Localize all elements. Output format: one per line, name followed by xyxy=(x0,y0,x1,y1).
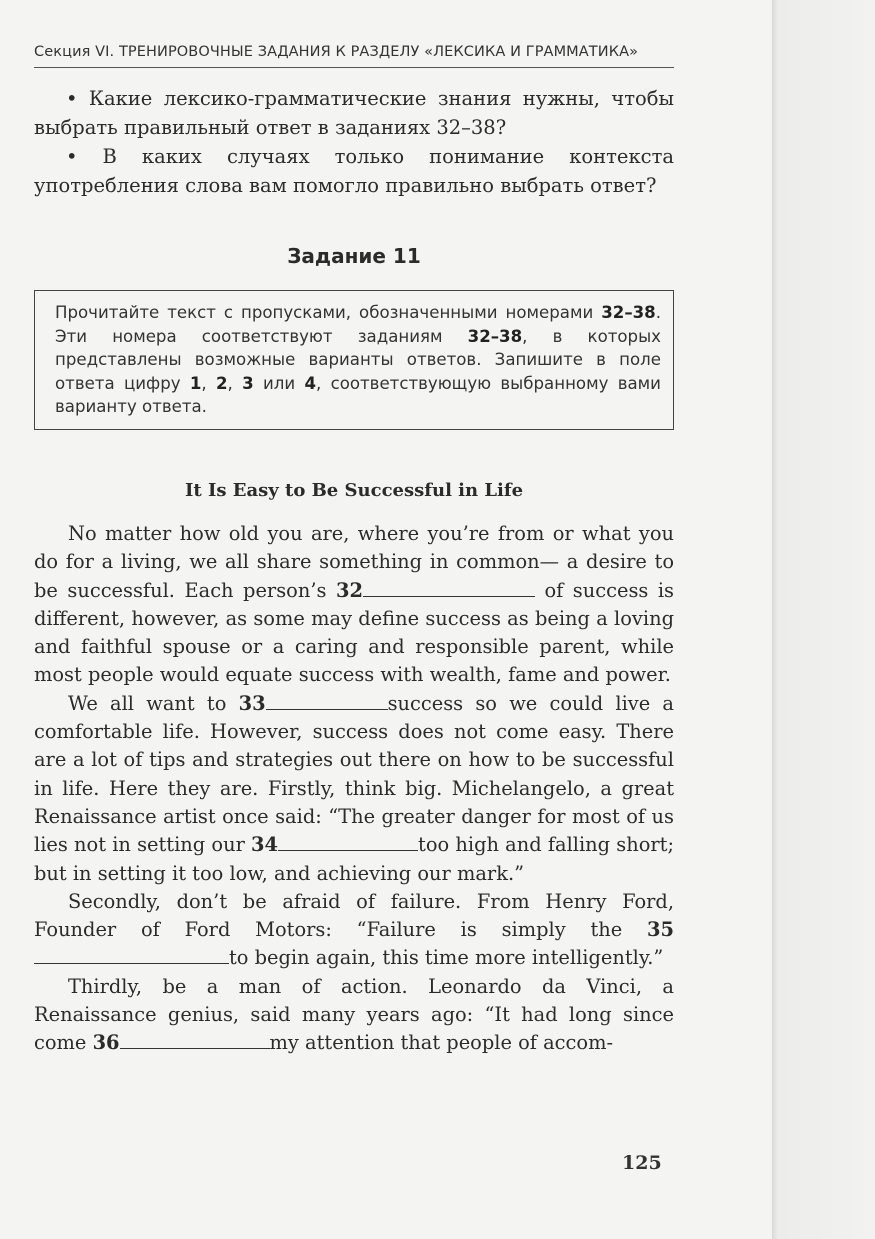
separator: или xyxy=(253,373,305,393)
answer-gap[interactable] xyxy=(34,945,229,964)
gap-number: 36 xyxy=(92,1031,120,1055)
task-range: 32–38 xyxy=(601,303,656,322)
paragraph xyxy=(34,973,674,1058)
paragraph-text: of success is different, however, as some may define success as being a loving and faithful spouse or a caring and responsible parent, while most people would equate success with wealth, fame and power. xyxy=(34,578,675,687)
running-header: Секция VI. ТРЕНИРОВОЧНЫЕ ЗАДАНИЯ К РАЗДЕЛУ «ЛЕКСИКА И ГРАММАТИКА» xyxy=(34,44,639,60)
paragraph-text: success so we could live a comfortable life. However, success does not come easy. There are a lot of tips and strategies out there on how to be successful in life. Here they are. Firstly, think big. Michelangelo, a great Renaissance artist once said: “The greater danger for most of us lies not in setting our xyxy=(34,691,674,857)
gap-number: 35 xyxy=(647,918,674,942)
paragraph xyxy=(34,888,674,973)
instruction-text: Прочитайте текст с пропусками, обозначенными номерами xyxy=(55,303,602,322)
instruction-box xyxy=(34,290,674,430)
answer-digit: 2 xyxy=(216,373,228,393)
question-item: • Какие лексико-грамматические знания нужны, чтобы выбрать правильный ответ в заданиях 32–38? xyxy=(34,87,674,139)
paragraph-text: Thirdly, be a man of action. Leonardo da Vinci, a Renaissance genius, said many years ago: “It had long since come xyxy=(34,974,674,1055)
article-body xyxy=(34,520,674,1058)
instruction-text: , соответствующую выбранному вами варианту ответа. xyxy=(55,373,661,416)
paragraph-text: We all want to xyxy=(68,691,239,715)
answer-gap[interactable] xyxy=(278,832,418,851)
page-number: 125 xyxy=(622,1152,662,1174)
answer-gap[interactable] xyxy=(266,691,388,710)
paragraph xyxy=(34,520,674,690)
question-item: • В каких случаях только понимание контекста употребления слова вам помогло правильно выбрать ответ? xyxy=(34,145,674,197)
paragraph-text: No matter how old you are, where you’re from or what you do for a living, we all share something in common— a desire to be successful. Each person’s xyxy=(34,522,674,602)
paragraph-text: Secondly, don’t be afraid of failure. From Henry Ford, Founder of Ford Motors: “Failure is simply the xyxy=(34,889,674,942)
paragraph-text: my attention that people of accom- xyxy=(269,1031,614,1055)
page-edge xyxy=(772,0,875,1239)
gap-number: 33 xyxy=(238,691,266,715)
answer-digit: 1 xyxy=(189,373,202,393)
article-title: It Is Easy to Be Successful in Life xyxy=(184,480,524,501)
answer-gap[interactable] xyxy=(363,578,535,597)
separator: , xyxy=(227,373,243,393)
gap-number: 32 xyxy=(335,578,363,602)
task-title: Задание 11 xyxy=(287,244,421,268)
paragraph xyxy=(34,690,674,888)
task-range: 32–38 xyxy=(467,326,523,346)
answer-gap[interactable] xyxy=(120,1030,270,1049)
instruction-text: . Эти номера соответствуют заданиям xyxy=(55,303,661,346)
header-rule xyxy=(34,67,674,68)
paragraph-text: too high and falling short; but in setting it too low, and achieving our mark.” xyxy=(34,833,674,885)
answer-digit: 3 xyxy=(242,373,254,393)
instruction-text: , в которых представлены возможные варианты ответов. Запишите в поле ответа цифру xyxy=(55,326,661,393)
paragraph-text: to begin again, this time more intelligently.” xyxy=(229,946,664,970)
review-questions xyxy=(34,84,674,200)
gap-number: 34 xyxy=(251,833,279,857)
separator: , xyxy=(201,373,216,393)
answer-digit: 4 xyxy=(304,373,316,393)
